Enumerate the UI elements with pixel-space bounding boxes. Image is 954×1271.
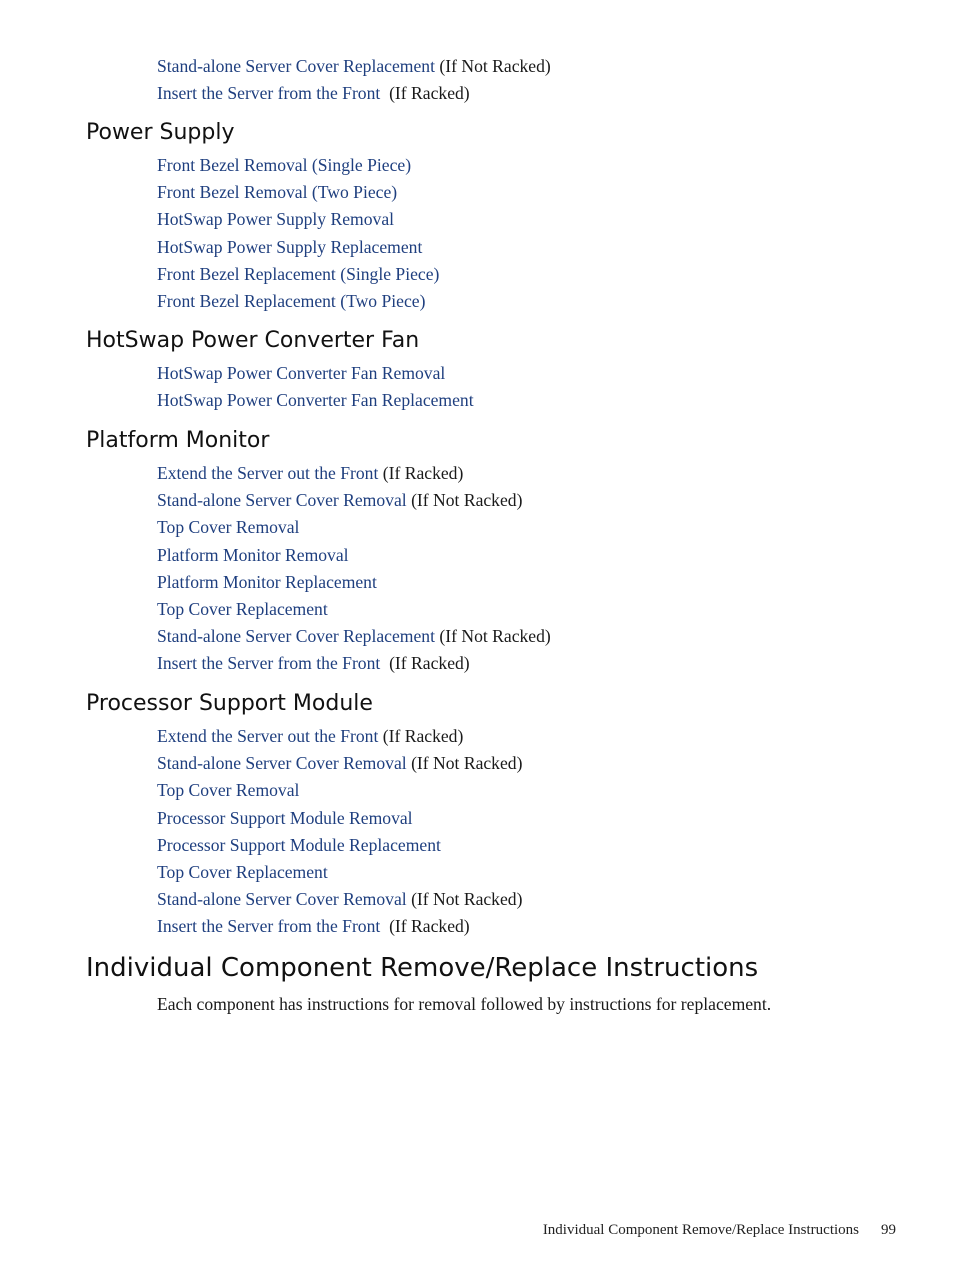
list-item (157, 860, 522, 887)
toc-link[interactable]: Stand-alone Server Cover Removal (157, 753, 407, 774)
item-note: (If Not Racked) (406, 490, 523, 511)
section-heading: Processor Support Module (86, 691, 373, 716)
page-number: 99 (881, 1222, 896, 1238)
section-link-list (157, 153, 439, 316)
list-item (157, 624, 551, 651)
list-item (157, 207, 439, 234)
list-item (157, 651, 551, 678)
toc-link[interactable]: Platform Monitor Replacement (157, 571, 377, 592)
section-link-list (157, 361, 474, 415)
list-item (157, 361, 474, 388)
toc-link[interactable]: Processor Support Module Removal (157, 807, 413, 828)
toc-link[interactable]: Insert the Server from the Front (157, 653, 381, 674)
toc-link[interactable]: Front Bezel Removal (Single Piece) (157, 155, 412, 175)
toc-link[interactable]: Platform Monitor Removal (157, 544, 349, 565)
toc-link[interactable]: HotSwap Power Converter Fan Replacement (157, 390, 474, 411)
list-item (157, 887, 522, 914)
toc-link[interactable]: Top Cover Removal (157, 517, 300, 538)
continued-link-list (157, 54, 551, 108)
list-item (157, 461, 551, 488)
major-heading: Individual Component Remove/Replace Instructions (86, 953, 759, 983)
item-note: (If Racked) (378, 726, 464, 746)
list-item (157, 153, 439, 180)
section-power-supply (86, 119, 439, 316)
toc-link[interactable]: Front Bezel Replacement (Two Piece) (157, 290, 426, 311)
section-link-list (157, 461, 551, 679)
toc-link[interactable]: Front Bezel Replacement (Single Piece) (157, 263, 440, 284)
list-item (157, 388, 474, 415)
major-section (86, 952, 771, 1016)
list-item (157, 488, 551, 515)
section-heading: Platform Monitor (86, 428, 270, 453)
item-note: (If Racked) (378, 463, 464, 483)
page-footer (543, 1220, 896, 1240)
toc-link[interactable]: Top Cover Replacement (157, 861, 328, 882)
toc-link[interactable]: Stand-alone Server Cover Replacement (157, 626, 435, 647)
item-note: (If Not Racked) (434, 626, 551, 647)
toc-link[interactable]: Extend the Server out the Front (157, 726, 379, 746)
list-item (157, 751, 522, 778)
toc-link[interactable]: Extend the Server out the Front (157, 463, 379, 483)
section-platform-monitor (86, 427, 551, 679)
running-title: Individual Component Remove/Replace Instructions (542, 1222, 859, 1238)
item-note: (If Racked) (380, 916, 470, 937)
list-item (157, 570, 551, 597)
section-power-converter-fan (86, 327, 474, 415)
toc-link[interactable]: Insert the Server from the Front (157, 83, 381, 104)
toc-link[interactable]: Stand-alone Server Cover Replacement (157, 56, 435, 76)
list-item (157, 778, 522, 805)
toc-link[interactable]: Front Bezel Removal (Two Piece) (157, 182, 398, 203)
item-note: (If Not Racked) (406, 753, 523, 774)
toc-link[interactable]: Top Cover Replacement (157, 598, 328, 619)
list-item (157, 81, 551, 108)
list-item (157, 833, 522, 860)
toc-link[interactable]: Processor Support Module Replacement (157, 834, 441, 855)
toc-link[interactable]: Stand-alone Server Cover Removal (157, 490, 407, 511)
section-heading: Power Supply (86, 120, 235, 145)
list-item (157, 914, 522, 941)
item-note: (If Not Racked) (406, 889, 523, 910)
list-item (157, 724, 522, 751)
toc-link[interactable]: Top Cover Removal (157, 780, 300, 801)
list-item (157, 597, 551, 624)
item-note: (If Not Racked) (434, 56, 551, 76)
toc-link[interactable]: Stand-alone Server Cover Removal (157, 889, 407, 910)
list-item (157, 543, 551, 570)
section-link-list (157, 724, 522, 942)
item-note: (If Racked) (380, 653, 470, 674)
list-item (157, 180, 439, 207)
list-item (157, 289, 439, 316)
toc-link[interactable]: HotSwap Power Supply Removal (157, 209, 395, 230)
list-item (157, 235, 439, 262)
body-paragraph: Each component has instructions for removal followed by instructions for replacement. (157, 994, 772, 1014)
toc-link[interactable]: HotSwap Power Converter Fan Removal (157, 363, 446, 383)
list-item (157, 806, 522, 833)
toc-link[interactable]: Insert the Server from the Front (157, 916, 381, 937)
item-note: (If Racked) (380, 83, 470, 104)
section-processor-support-module (86, 690, 522, 942)
list-item (157, 515, 551, 542)
list-item (157, 262, 439, 289)
toc-link[interactable]: HotSwap Power Supply Replacement (157, 236, 423, 257)
list-item (157, 54, 551, 81)
section-heading: HotSwap Power Converter Fan (86, 328, 420, 353)
